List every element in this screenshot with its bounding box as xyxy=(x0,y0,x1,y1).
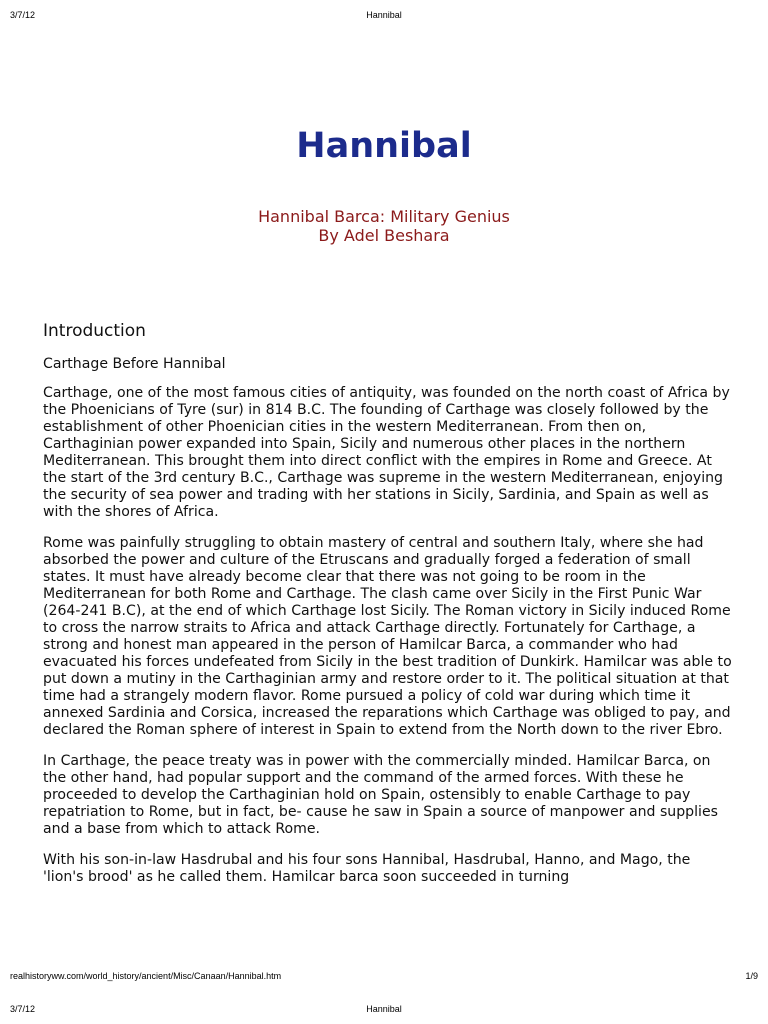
print-title: Hannibal xyxy=(366,10,402,20)
paragraph: Rome was painfully struggling to obtain mastery of central and southern Italy, where she had absorbed the power and culture of the Etruscans and gradually forged a federation of small states. It must have already become clear that there was not going to be room in the Mediterranean for both Rome and Carthage. The clash came over Sicily in the First Punic War (264-241 B.C), at the end of which Carthage lost Sicily. The Roman victory in Sicily induced Rome to cross the narrow straits to Africa and attack Carthage directly. Fortunately for Carthage, a strong and honest man appeared in the person of Hamilcar Barca, a commander who had evacuated his forces undefeated from Sicily in the best tradition of Dunkirk. Hamilcar was able to put down a mutiny in the Carthaginian army and restore order to it. The political situation at that time had a strangely modern flavor. Rome pursued a policy of cold war during which time it annexed Sardinia and Corsica, increased the reparations which Carthage was obliged to pay, and declared the Roman sphere of interest in Spain to extend from the North down to the river Ebro. xyxy=(43,535,732,738)
print-header xyxy=(0,10,768,22)
article-body xyxy=(43,321,733,900)
next-page-header xyxy=(0,1004,768,1016)
paragraph: With his son-in-law Hasdrubal and his four sons Hannibal, Hasdrubal, Hanno, and Mago, the 'lion's brood' as he called them. Hamilcar barca soon succeeded in turning xyxy=(43,852,691,885)
article-subtitle xyxy=(0,207,768,245)
page-number: 1/9 xyxy=(745,971,758,981)
section-heading: Introduction xyxy=(43,321,146,341)
print-date: 3/7/12 xyxy=(10,10,36,20)
sub-heading: Carthage Before Hannibal xyxy=(43,356,226,372)
subtitle-line: Hannibal Barca: Military Genius xyxy=(258,207,510,226)
print-title: Hannibal xyxy=(366,1004,402,1014)
print-footer xyxy=(0,971,768,983)
paragraph: Carthage, one of the most famous cities of antiquity, was founded on the north coast of Africa by the Phoenicians of Tyre (sur) in 814 B.C. The founding of Carthage was closely followed by the establishment of other Phoenician cities in the western Mediterranean. From then on, Carthaginian power expanded into Spain, Sicily and numerous other places in the northern Mediterranean. This brought them into direct conflict with the empires in Rome and Greece. At the start of the 3rd century B.C., Carthage was supreme in the western Mediterranean, enjoying the security of sea power and trading with her stations in Sicily, Sardinia, and Spain as well as with the shores of Africa. xyxy=(43,385,730,520)
page-title: Hannibal xyxy=(296,126,472,166)
paragraph: In Carthage, the peace treaty was in power with the commercially minded. Hamilcar Barca, on the other hand, had popular support and the command of the armed forces. With these he proceeded to develop the Carthaginian hold on Spain, ostensibly to enable Carthage to pay repatriation to Rome, but in fact, be- cause he saw in Spain a source of manpower and supplies and a base from which to attack Rome. xyxy=(43,753,718,837)
page-url: realhistoryww.com/world_history/ancient/Misc/Canaan/Hannibal.htm xyxy=(10,971,282,981)
author-line: By Adel Beshara xyxy=(318,226,450,245)
print-date: 3/7/12 xyxy=(10,1004,36,1014)
